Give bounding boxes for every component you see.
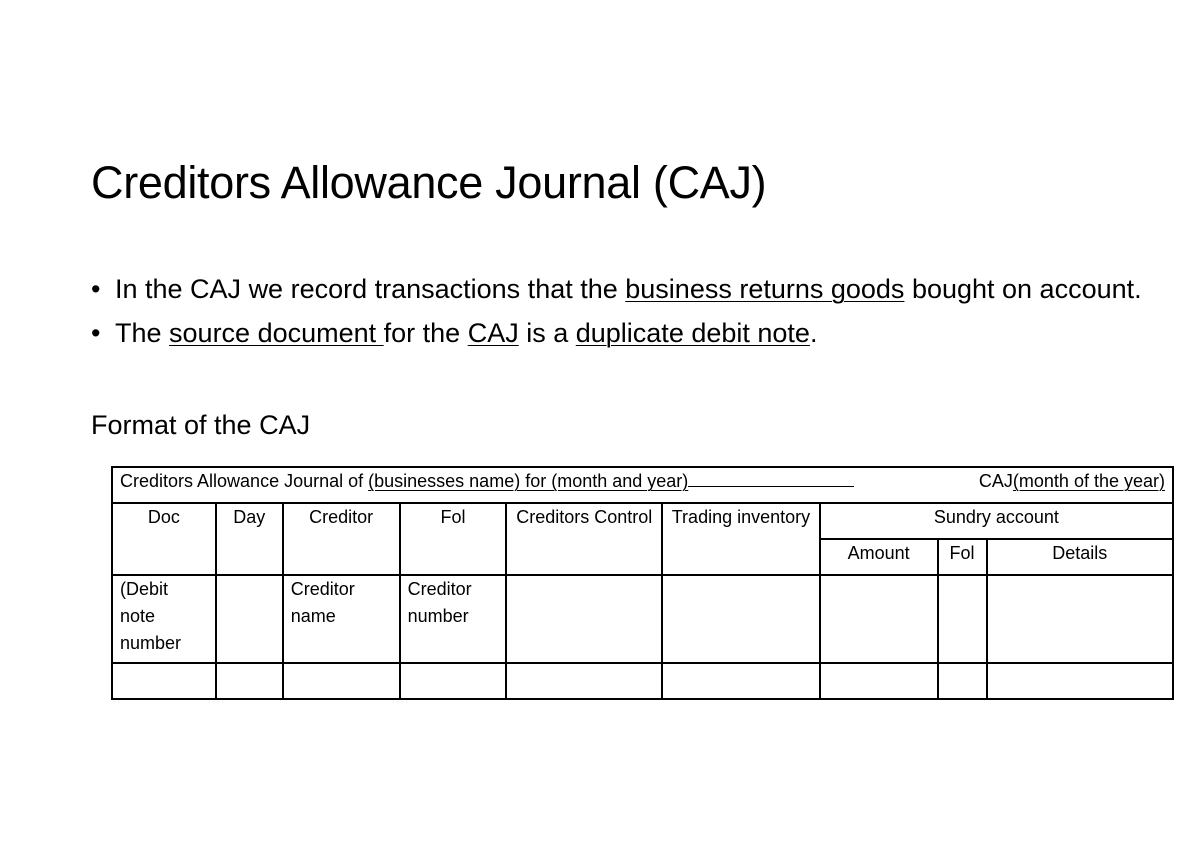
col-sundry-fol: Fol	[938, 539, 987, 575]
table-heading-row	[112, 467, 1173, 503]
journal-heading-placeholder: (businesses name) for (month and year)	[368, 471, 689, 491]
col-creditor: Creditor	[283, 503, 400, 575]
col-details: Details	[987, 539, 1173, 575]
cell-details	[987, 575, 1173, 663]
cell-sundry-fol	[938, 575, 987, 663]
bullet-dot-icon: •	[91, 318, 101, 349]
empty-cell	[216, 663, 283, 699]
journal-code-placeholder: (month of the year)	[1012, 471, 1165, 491]
bullet-text: In the CAJ we record transactions that the	[115, 274, 626, 304]
caj-format-table	[111, 466, 1174, 700]
cell-doc: (Debit note number	[112, 575, 216, 663]
empty-cell	[662, 663, 820, 699]
blank-line	[688, 468, 854, 487]
empty-cell	[400, 663, 507, 699]
journal-heading-text: Creditors Allowance Journal of	[120, 471, 369, 491]
col-trading-inventory: Trading inventory	[662, 503, 820, 575]
slide-title: Creditors Allowance Journal (CAJ)	[91, 157, 767, 208]
journal-code-text: CAJ	[978, 471, 1013, 491]
table-row	[112, 575, 1173, 663]
journal-heading-right	[979, 468, 1165, 495]
cell-day	[216, 575, 283, 663]
bullet-dot-icon: •	[91, 274, 101, 304]
bullet-underlined-text: source document	[169, 318, 384, 349]
empty-cell	[506, 663, 662, 699]
cell-amount	[820, 575, 938, 663]
col-sundry-account: Sundry account	[820, 503, 1173, 539]
empty-cell	[112, 663, 216, 699]
bullet-text: is a	[518, 318, 576, 349]
empty-cell	[820, 663, 938, 699]
col-doc: Doc	[112, 503, 216, 575]
empty-cell	[987, 663, 1173, 699]
col-creditors-control: Creditors Control	[506, 503, 662, 575]
empty-cell	[283, 663, 400, 699]
bullet-item	[91, 272, 1151, 306]
bullet-underlined-text: CAJ	[467, 318, 519, 349]
table-header-row	[112, 503, 1173, 539]
cell-creditor: Creditor name	[283, 575, 400, 663]
col-amount: Amount	[820, 539, 938, 575]
bullet-list	[91, 272, 1151, 360]
bullet-text: bought on account.	[904, 274, 1142, 304]
bullet-underlined-text: duplicate debit note	[575, 318, 810, 349]
bullet-item	[91, 316, 1151, 350]
journal-heading-cell	[112, 467, 1173, 503]
empty-cell	[938, 663, 987, 699]
cell-fol: Creditor number	[400, 575, 507, 663]
col-day: Day	[216, 503, 283, 575]
bullet-text: The	[115, 318, 170, 349]
journal-heading-left	[120, 468, 854, 495]
bullet-text: for the	[383, 318, 468, 349]
format-heading: Format of the CAJ	[91, 410, 311, 440]
bullet-underlined-text: business returns goods	[625, 274, 905, 304]
table-row-empty	[112, 663, 1173, 699]
cell-creditors-control	[506, 575, 662, 663]
col-fol: Fol	[400, 503, 507, 575]
bullet-text: .	[809, 318, 818, 349]
cell-trading-inventory	[662, 575, 820, 663]
